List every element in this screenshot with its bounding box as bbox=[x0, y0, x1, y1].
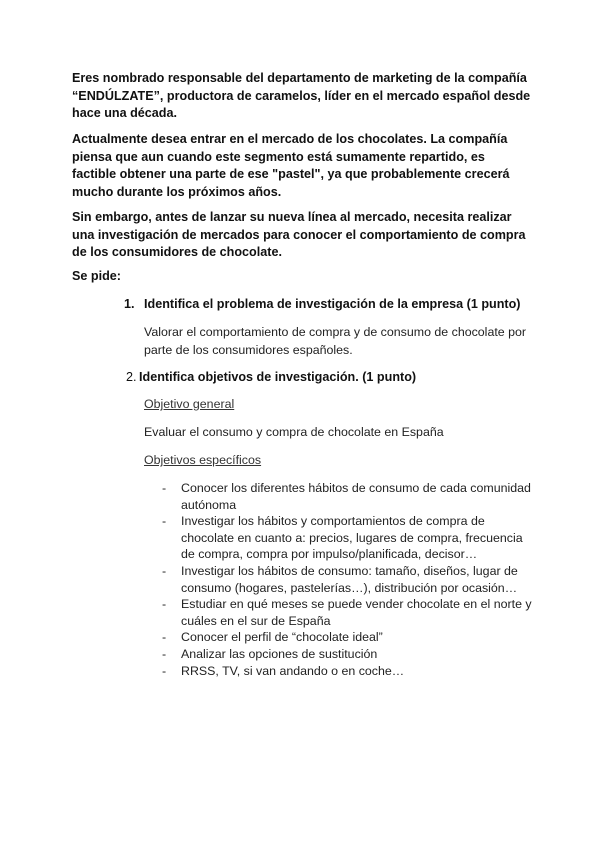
list-item: - RRSS, TV, si van andando o en coche… bbox=[162, 663, 405, 678]
question-2-heading bbox=[126, 369, 416, 387]
question-1-number: 1. bbox=[124, 297, 135, 311]
se-pide-label: Se pide: bbox=[72, 269, 121, 283]
list-item: - Analizar las opciones de sustitución bbox=[162, 646, 378, 661]
general-objective-text: Evaluar el consumo y compra de chocolate en España bbox=[144, 425, 444, 439]
intro-paragraph-3: Sin embargo, antes de lanzar su nueva línea al mercado, necesita realizar una investigación de mercados para conocer el comportamiento de compra de los consumidores de chocolate. bbox=[72, 210, 526, 260]
bullet-dash: - bbox=[162, 646, 167, 661]
list-item: - Investigar los hábitos y comportamientos de compra de chocolate en cuanto a: precios, lugares de compra, frecuencia de compra, compra por impulso/planificada, decisor… bbox=[162, 514, 523, 562]
bullet-dash: - bbox=[162, 663, 167, 678]
question-1-answer: Valorar el comportamiento de compra y de consumo de chocolate por parte de los consumidores españoles. bbox=[144, 325, 527, 357]
bullet-dash: - bbox=[162, 630, 167, 645]
question-2-number: 2. bbox=[126, 370, 137, 384]
list-item: - Estudiar en qué meses se puede vender chocolate en el norte y cuáles en el sur de España bbox=[162, 597, 532, 628]
specific-objectives-list bbox=[158, 480, 538, 679]
specific-objectives-heading: Objetivos específicos bbox=[144, 453, 262, 467]
list-item: - Investigar los hábitos de consumo: tamaño, diseños, lugar de consumo (hogares, pastelerías…), distribución por ocasión… bbox=[162, 563, 518, 595]
question-1-heading bbox=[124, 296, 521, 314]
bullet-dash: - bbox=[162, 563, 167, 578]
bullet-dash: - bbox=[162, 597, 167, 612]
list-item: - Conocer los diferentes hábitos de consumo de cada comunidad autónoma bbox=[162, 481, 531, 512]
general-objective-heading: Objetivo general bbox=[144, 397, 235, 411]
question-2-title: Identifica objetivos de investigación. (1 punto) bbox=[139, 370, 417, 384]
list-item: - Conocer el perfil de “chocolate ideal” bbox=[162, 630, 383, 645]
bullet-dash: - bbox=[162, 514, 167, 529]
question-1-title: Identifica el problema de investigación de la empresa (1 punto) bbox=[144, 297, 521, 311]
intro-paragraph-1: Eres nombrado responsable del departamento de marketing de la compañía “ENDÚLZATE”, productora de caramelos, líder en el mercado español desde hace una década. bbox=[72, 71, 531, 121]
intro-paragraph-2: Actualmente desea entrar en el mercado de los chocolates. La compañía piensa que aun cuando este segmento está sumamente repartido, es factible obtener una parte de ese "pastel", ya que probablemente crecerá mucho durante los próximos años. bbox=[72, 132, 510, 199]
bullet-dash: - bbox=[162, 481, 167, 495]
